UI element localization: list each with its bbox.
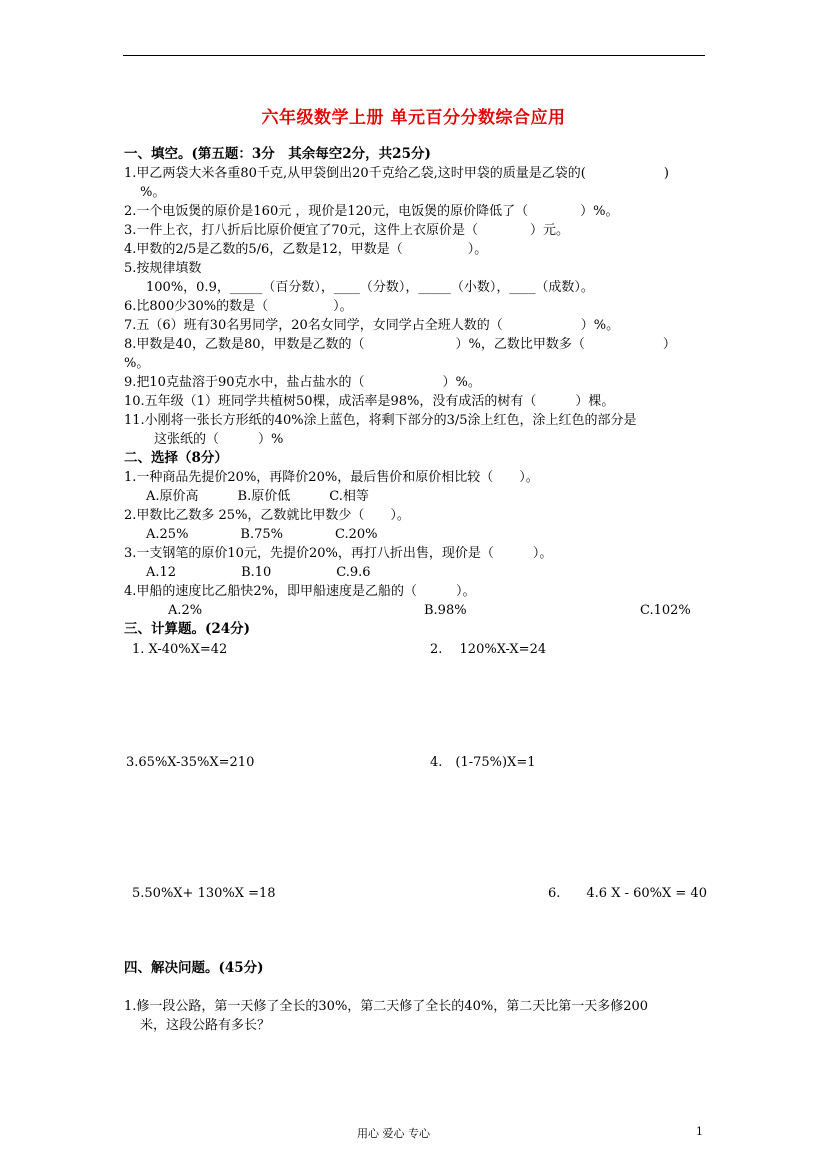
choice-line: 4.甲船的速度比乙船快2%，即甲船速度是乙船的（ ）。 [124,584,476,599]
choice-option-b: B.98% [424,603,467,618]
solve-line: 米，这段公路有多长？ [140,1018,271,1033]
calc-item: 3.65%X-35%X=210 [126,755,255,770]
fill-line: 9.把10克盐溶于90克水中，盐占盐水的（ ）%。 [124,375,481,390]
calc-item: 5.50%X+ 130%X =18 [132,886,276,901]
solve-line: 1.修一段公路，第一天修了全长的30%，第二天修了全长的40%，第二天比第一天多修200 [124,999,649,1014]
fill-line: 10.五年级（1）班同学共植树50棵，成活率是98%，没有成活的树有（ ）棵。 [124,394,615,409]
fill-line: 100%，0.9，_____（百分数），____（分数），_____（小数），____（成数）。 [146,280,594,295]
calc-item: 2. 120%X-X=24 [430,642,547,657]
header-rule [123,55,705,56]
choice-option-a: A.2% [168,603,203,618]
fill-line: 这张纸的（ ）% [154,432,284,447]
section-calc-heading: 三、计算题。(24分) [124,621,251,637]
fill-line: 2.一个电饭煲的原价是160元 ，现价是120元，电饭煲的原价降低了（ ）%。 [124,204,619,219]
page-title: 六年级数学上册 单元百分分数综合应用 [261,108,566,128]
calc-item: 4. (1-75%)X=1 [430,755,536,770]
choice-options: A.25% B.75% C.20% [146,527,378,542]
page-number: 1 [696,1125,703,1138]
fill-line: 7.五（6）班有30名男同学，20名女同学，女同学占全班人数的（ ）%。 [124,318,620,333]
choice-options: A.原价高 B.原价低 C.相等 [146,489,369,504]
fill-line: 1.甲乙两袋大米各重80千克,从甲袋倒出20千克给乙袋,这时甲袋的质量是乙袋的( ) [124,166,669,181]
fill-line: 8.甲数是40，乙数是80，甲数是乙数的（ ）%，乙数比甲数多（ ） [124,337,676,352]
footer-motto: 用心 爱心 专心 [357,1127,430,1140]
calc-item: 1. X-40%X=42 [132,642,228,657]
fill-line: 11.小刚将一张长方形纸的40%涂上蓝色，将剩下部分的3/5涂上红色，涂上红色的部分是 [124,413,637,428]
fill-line: 4.甲数的2/5是乙数的5/6，乙数是12，甲数是（ ）。 [124,242,488,257]
fill-line: 6.比800少30%的数是（ ）。 [124,299,353,314]
choice-option-c: C.102% [640,603,691,618]
choice-options: A.12 B.10 C.9.6 [146,565,371,580]
section-solve-heading: 四、解决问题。(45分) [124,960,264,976]
fill-line: 5.按规律填数 [124,261,202,276]
section-choice-heading: 二、选择（8分） [124,450,228,466]
choice-line: 1.一种商品先提价20%，再降价20%，最后售价和原价相比较（ ）。 [124,470,539,485]
fill-line: %。 [140,185,166,200]
section-fill-heading: 一、填空。(第五题：3分 其余每空2分，共25分) [124,146,431,162]
calc-item: 6. 4.6 X - 60%X = 40 [548,886,707,901]
choice-line: 2.甲数比乙数多 25%，乙数就比甲数少（ ）。 [124,508,410,523]
fill-line: 3.一件上衣，打八折后比原价便宜了70元，这件上衣原价是（ ）元。 [124,223,569,238]
choice-line: 3.一支钢笔的原价10元，先提价20%，再打八折出售，现价是（ ）。 [124,546,553,561]
fill-line: %。 [124,356,150,371]
